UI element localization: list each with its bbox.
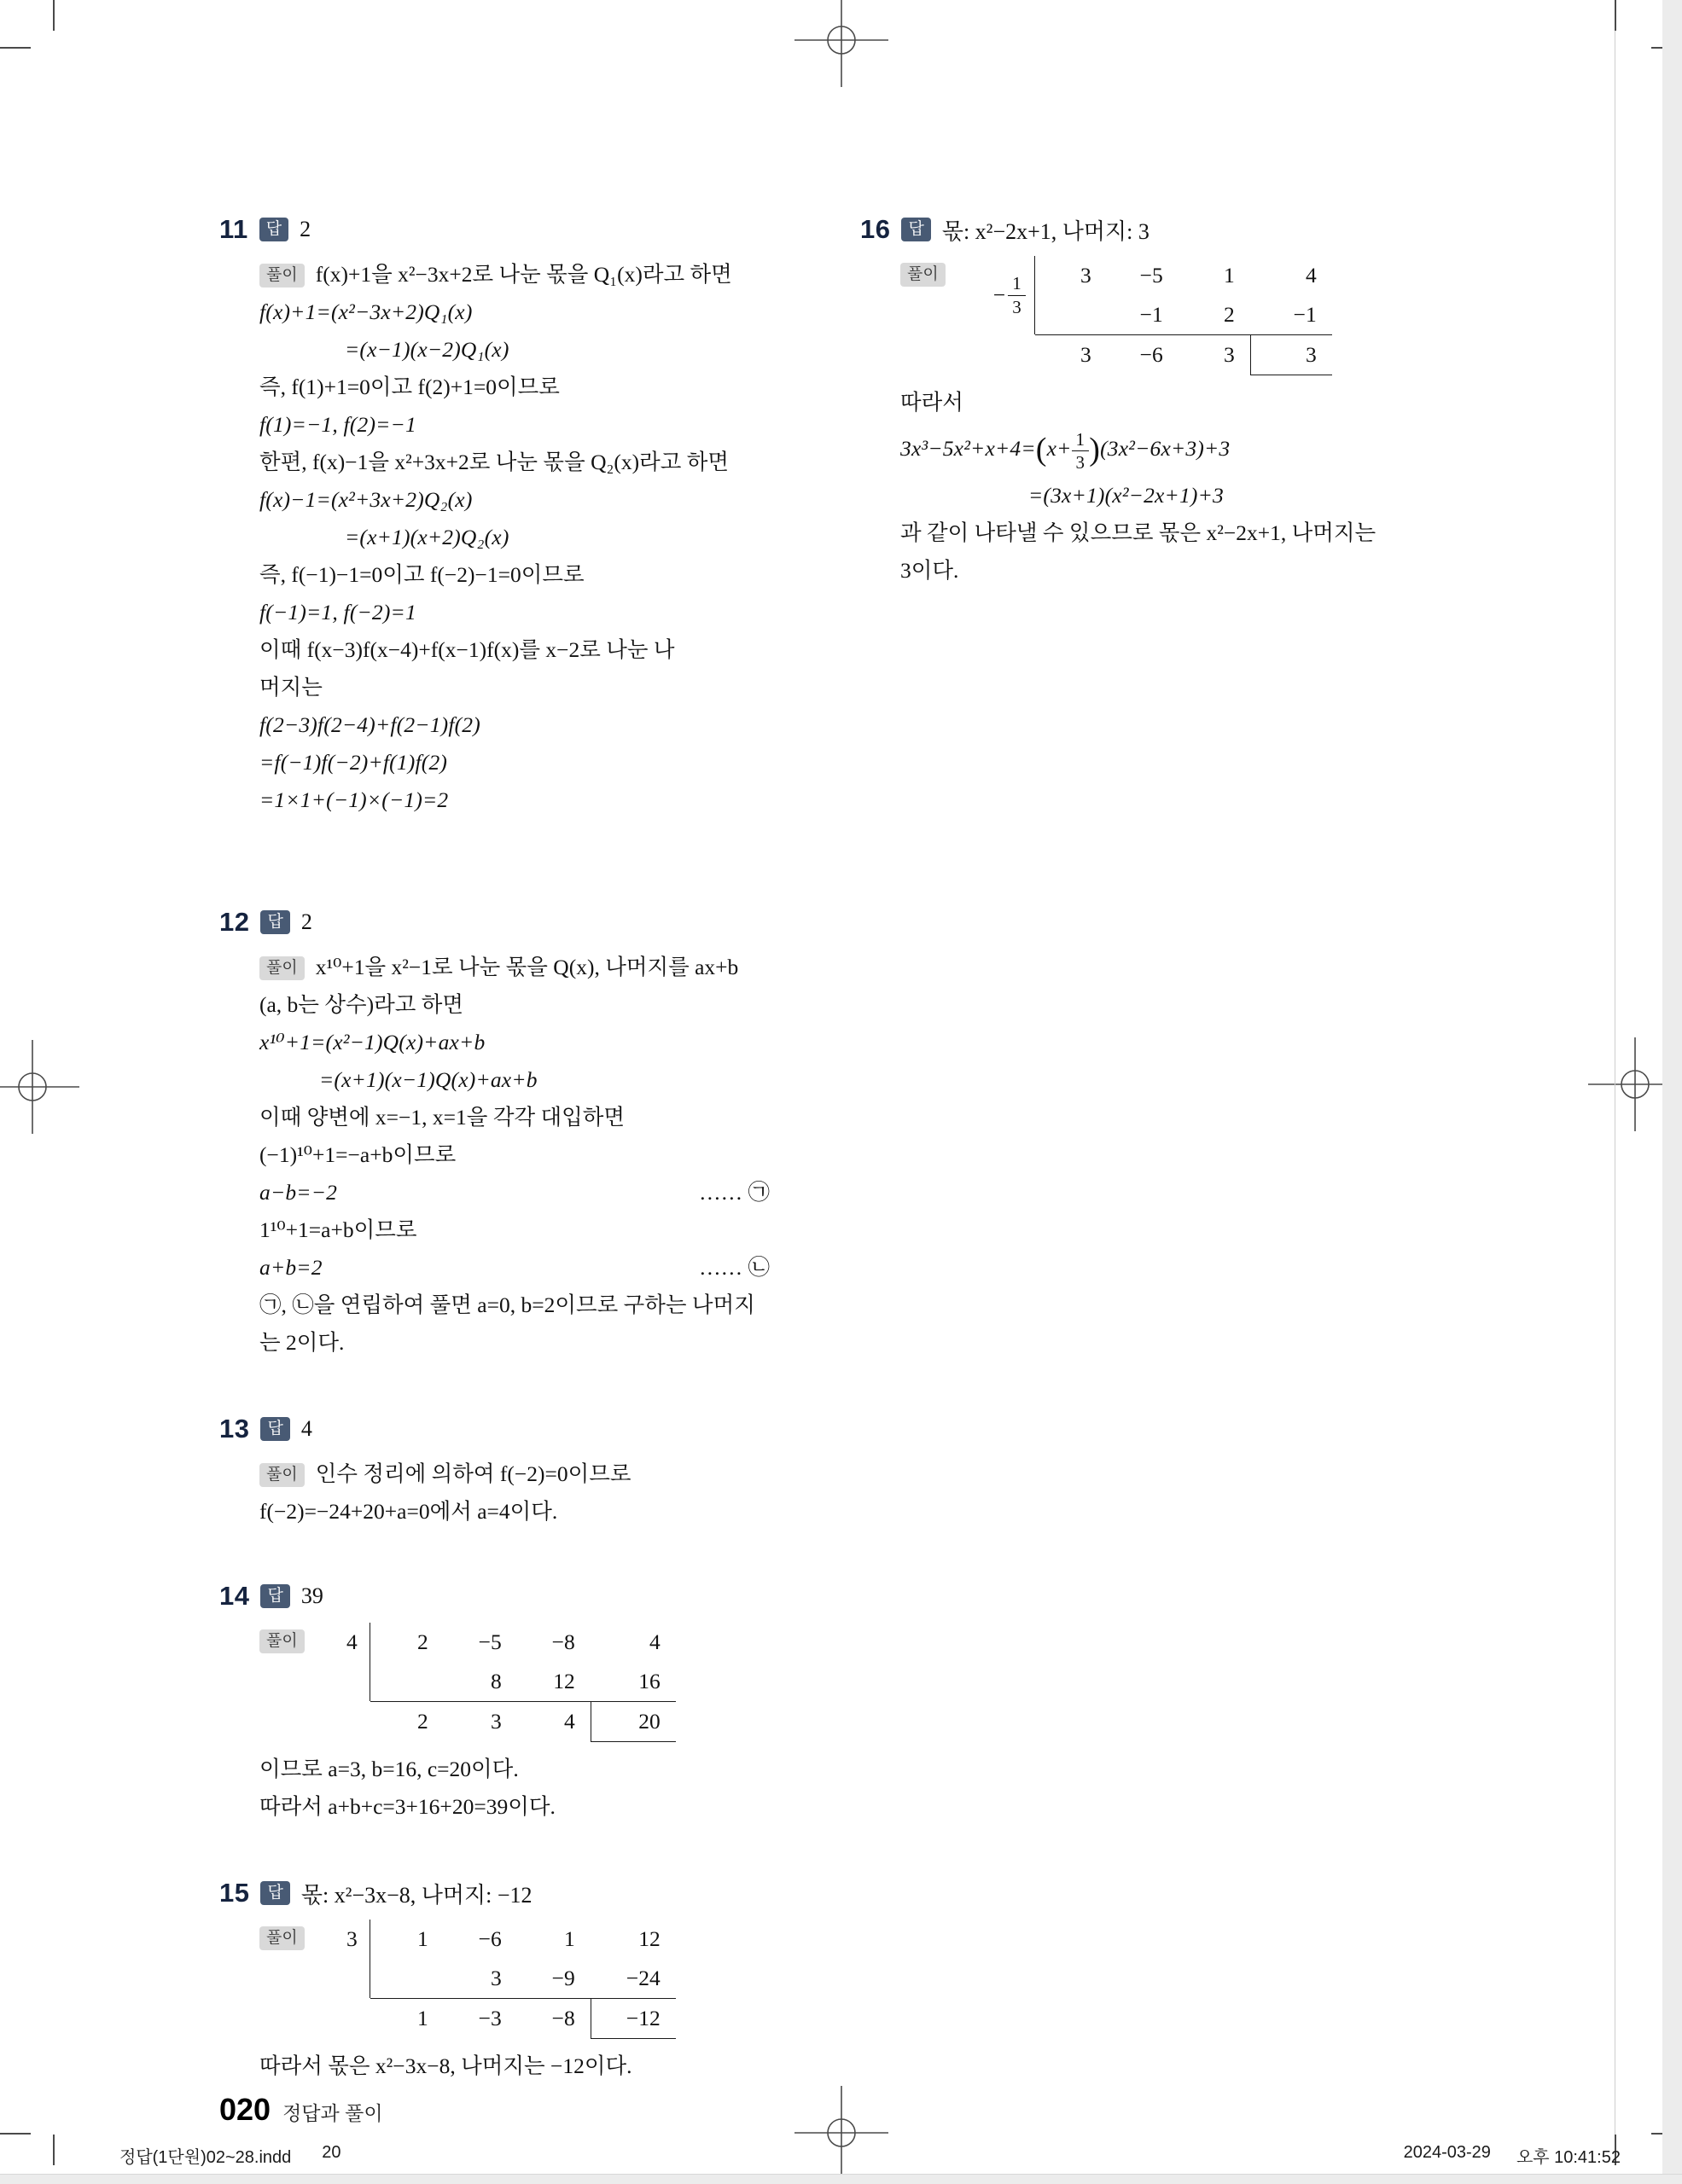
cell-empty xyxy=(957,334,1035,375)
problem-number: 12 xyxy=(219,907,250,937)
solution-body xyxy=(900,256,1389,590)
cell-empty xyxy=(370,1959,444,1998)
answer-badge: 답 xyxy=(260,1881,289,1905)
equation-line xyxy=(900,421,1389,477)
problem-header xyxy=(219,1411,770,1447)
solution-line: 이므로 a=3, b=16, c=20이다. xyxy=(259,1757,519,1781)
footer-label: 정답과 풀이 xyxy=(282,2102,383,2124)
reference-mark: …… ㉠ xyxy=(699,1180,770,1205)
solution-line: 즉, f(1)+1=0이고 f(2)+1=0이므로 xyxy=(259,375,560,399)
solution-badge: 풀이 xyxy=(900,263,946,287)
answer-value: 몫: x²−3x−8, 나머지: −12 xyxy=(300,1882,533,1908)
solution-body xyxy=(259,1623,770,1826)
problem-header xyxy=(219,1875,770,1911)
answer-value: 39 xyxy=(300,1583,323,1608)
solution-line: =(x+1)(x−1)Q(x)+ax+b xyxy=(319,1067,538,1092)
cell: −24 xyxy=(626,1966,661,1990)
fraction xyxy=(1008,273,1026,317)
solution-line: =(x+1)(x+2)Q₂(x) xyxy=(345,525,509,549)
cell: 3 xyxy=(1179,334,1250,375)
remainder-cell: 3 xyxy=(1250,334,1332,375)
answer-value: 2 xyxy=(300,909,312,934)
equation: a+b=2 xyxy=(259,1255,323,1280)
fraction-denominator: 3 xyxy=(1075,451,1085,473)
solution-line: 이때 양변에 x=−1, x=1을 각각 대입하면 xyxy=(259,1105,625,1130)
solution-line: 즉, f(−1)−1=0이고 f(−2)−1=0이므로 xyxy=(259,562,585,587)
solution-line: ㉠, ㉡을 연립하여 풀면 a=0, b=2이므로 구하는 나머지 xyxy=(259,1292,755,1317)
slug-time: 오후 10:41:52 xyxy=(1516,2148,1621,2167)
problem-number: 13 xyxy=(219,1414,250,1443)
problem-11 xyxy=(219,212,770,819)
divisor-fraction xyxy=(957,256,1035,334)
cell: 4 xyxy=(649,1629,661,1654)
crop-mark xyxy=(53,0,55,31)
cell: 2 xyxy=(416,1629,428,1654)
problem-13 xyxy=(219,1411,770,1531)
solution-body xyxy=(259,949,770,1362)
answer-value: 몫: x²−2x+1, 나머지: 3 xyxy=(941,218,1149,244)
solution-badge: 풀이 xyxy=(259,1463,305,1487)
crop-mark xyxy=(0,47,31,49)
cell-empty xyxy=(316,1701,370,1742)
cell: 1 xyxy=(416,1926,428,1951)
solution-text: 인수 정리에 의하여 f(−2)=0이므로 xyxy=(315,1461,631,1486)
cell: 16 xyxy=(638,1669,661,1693)
cell: 1 xyxy=(1223,263,1235,288)
solution-line: =1×1+(−1)×(−1)=2 xyxy=(259,787,449,812)
cell: 3 xyxy=(490,1966,502,1990)
synthetic-division-table xyxy=(316,1920,676,2039)
crop-mark xyxy=(53,2135,55,2165)
slug-date: 2024-03-29 xyxy=(1403,2143,1491,2162)
solution-line xyxy=(259,949,770,986)
cell: 3 xyxy=(1035,334,1107,375)
cell-empty xyxy=(370,1662,444,1701)
problem-14 xyxy=(219,1578,770,1826)
problem-header xyxy=(860,212,1389,247)
problem-header xyxy=(219,904,770,940)
solution-text: x¹⁰+1을 x²−1로 나눈 몫을 Q(x), 나머지를 ax+b xyxy=(315,955,739,979)
crop-mark xyxy=(0,2133,31,2135)
solution-body xyxy=(259,256,770,819)
solution-row xyxy=(900,256,1389,375)
page-number: 020 xyxy=(219,2092,271,2127)
eq-part: 3x³−5x²+x+4= xyxy=(900,436,1036,461)
divisor: 3 xyxy=(316,1920,370,1998)
cell: −8 xyxy=(551,1629,575,1654)
problem-header xyxy=(219,212,770,247)
eq-part: (3x²−6x+3)+3 xyxy=(1100,436,1231,461)
solution-line: 따라서 몫은 x²−3x−8, 나머지는 −12이다. xyxy=(259,2053,632,2078)
remainder-cell: −12 xyxy=(591,1998,676,2039)
problem-15 xyxy=(219,1875,770,2085)
solution-line xyxy=(259,1174,770,1211)
solution-line: 머지는 xyxy=(259,675,323,700)
cell: −6 xyxy=(1107,334,1179,375)
divisor: 4 xyxy=(316,1623,370,1701)
solution-line: f(−1)=1, f(−2)=1 xyxy=(259,600,416,624)
cell: 12 xyxy=(638,1926,661,1951)
solution-line xyxy=(259,256,770,293)
scan-edge-bottom xyxy=(0,2174,1682,2184)
cell: −8 xyxy=(517,1998,591,2039)
answer-badge: 답 xyxy=(260,1417,289,1441)
registration-mark-left xyxy=(0,1040,79,1134)
problem-12 xyxy=(219,904,770,1362)
solution-line: 3이다. xyxy=(900,558,959,583)
problem-number: 15 xyxy=(219,1878,250,1908)
cell: −6 xyxy=(478,1926,502,1951)
solution-line: =(3x+1)(x²−2x+1)+3 xyxy=(1028,483,1224,508)
solution-line: f(1)=−1, f(2)=−1 xyxy=(259,412,416,437)
problem-16 xyxy=(860,212,1389,590)
solution-line: (a, b는 상수)라고 하면 xyxy=(259,992,463,1017)
cell: −9 xyxy=(551,1966,575,1990)
solution-line: 따라서 a+b+c=3+16+20=39이다. xyxy=(259,1794,556,1819)
problem-header xyxy=(219,1578,770,1614)
solution-line: f(x)−1=(x²+3x+2)Q₂(x) xyxy=(259,487,473,512)
page-footer xyxy=(219,2092,383,2128)
solution-line xyxy=(259,1249,770,1287)
solution-line: 따라서 xyxy=(900,390,963,415)
solution-line: f(x)+1=(x²−3x+2)Q₁(x) xyxy=(259,299,473,324)
cell: −5 xyxy=(478,1629,502,1654)
solution-line: 한편, f(x)−1을 x²+3x+2로 나눈 몫을 Q₂(x)라고 하면 xyxy=(259,450,730,474)
answer-value: 2 xyxy=(300,217,311,241)
answer-value: 4 xyxy=(300,1416,312,1441)
solution-line: =f(−1)f(−2)+f(1)f(2) xyxy=(259,750,448,775)
answer-badge: 답 xyxy=(260,1584,289,1608)
scan-edge-right xyxy=(1662,0,1682,2184)
solution-badge: 풀이 xyxy=(259,1629,305,1653)
solution-line: x¹⁰+1=(x²−1)Q(x)+ax+b xyxy=(259,1030,486,1054)
solution-badge: 풀이 xyxy=(259,264,305,288)
left-paren: ( xyxy=(1035,432,1047,468)
cell: −5 xyxy=(1139,263,1163,288)
solution-line: 과 같이 나타낼 수 있으므로 몫은 x²−2x+1, 나머지는 xyxy=(900,520,1376,545)
print-slug-left xyxy=(119,2143,341,2168)
solution-line: (−1)¹⁰+1=−a+b이므로 xyxy=(259,1142,457,1167)
print-slug-right xyxy=(1404,2143,1621,2168)
cell-empty xyxy=(1035,295,1107,334)
registration-mark-top xyxy=(794,0,888,87)
cell: 12 xyxy=(553,1669,575,1693)
fraction-numerator: 1 xyxy=(1008,273,1026,295)
solution-line xyxy=(259,1455,770,1493)
solution-line: =(x−1)(x−2)Q₁(x) xyxy=(345,337,509,362)
right-column xyxy=(860,212,1389,590)
cell: 4 xyxy=(1305,263,1317,288)
cell: 4 xyxy=(517,1701,591,1742)
cell: −1 xyxy=(1293,302,1317,327)
cell-empty xyxy=(316,1998,370,2039)
cell: 3 xyxy=(444,1701,517,1742)
slug-filename: 정답(1단원)02~28.indd xyxy=(119,2148,292,2167)
problem-number: 14 xyxy=(219,1581,250,1611)
fraction-denominator: 3 xyxy=(1012,296,1021,317)
cell: 2 xyxy=(1223,302,1235,327)
cell: 8 xyxy=(490,1669,502,1693)
solution-line: 1¹⁰+1=a+b이므로 xyxy=(259,1217,417,1242)
solution-line: 는 2이다. xyxy=(259,1330,345,1355)
solution-badge: 풀이 xyxy=(259,1926,305,1950)
solution-row xyxy=(259,1920,770,2039)
reference-mark: …… ㉡ xyxy=(699,1255,770,1280)
eq-part: x+ xyxy=(1046,436,1072,461)
fraction-numerator: 1 xyxy=(1072,429,1090,451)
cell: 2 xyxy=(370,1701,444,1742)
crop-mark xyxy=(1615,0,1616,31)
solution-line: f(−2)=−24+20+a=0에서 a=4이다. xyxy=(259,1499,558,1524)
solution-line: 이때 f(x−3)f(x−4)+f(x−1)f(x)를 x−2로 나눈 나 xyxy=(259,637,675,662)
synthetic-division-table xyxy=(316,1623,676,1742)
fraction xyxy=(1072,429,1090,473)
solution-row xyxy=(259,1623,770,1742)
solution-text: f(x)+1을 x²−3x+2로 나눈 몫을 Q₁(x)라고 하면 xyxy=(315,262,732,287)
registration-mark-bottom xyxy=(794,2086,888,2180)
equation: a−b=−2 xyxy=(259,1180,338,1205)
solution-line: f(2−3)f(2−4)+f(2−1)f(2) xyxy=(259,712,480,737)
cell: 3 xyxy=(1080,263,1091,288)
cell: −1 xyxy=(1139,302,1163,327)
right-paren: ) xyxy=(1089,432,1101,468)
synthetic-division-table xyxy=(957,256,1332,375)
problem-number: 11 xyxy=(219,214,248,244)
remainder-cell: 20 xyxy=(591,1701,676,1742)
cell: −3 xyxy=(444,1998,517,2039)
cell: 1 xyxy=(370,1998,444,2039)
solution-body xyxy=(259,1455,770,1531)
problem-number: 16 xyxy=(860,214,891,244)
answer-badge: 답 xyxy=(260,910,289,934)
answer-badge: 답 xyxy=(901,218,930,241)
left-column xyxy=(219,212,770,2085)
minus-sign: − xyxy=(992,282,1006,307)
cell: 1 xyxy=(563,1926,575,1951)
answer-badge: 답 xyxy=(259,218,288,241)
solution-badge: 풀이 xyxy=(259,956,305,980)
slug-page: 20 xyxy=(322,2143,341,2162)
solution-body xyxy=(259,1920,770,2085)
